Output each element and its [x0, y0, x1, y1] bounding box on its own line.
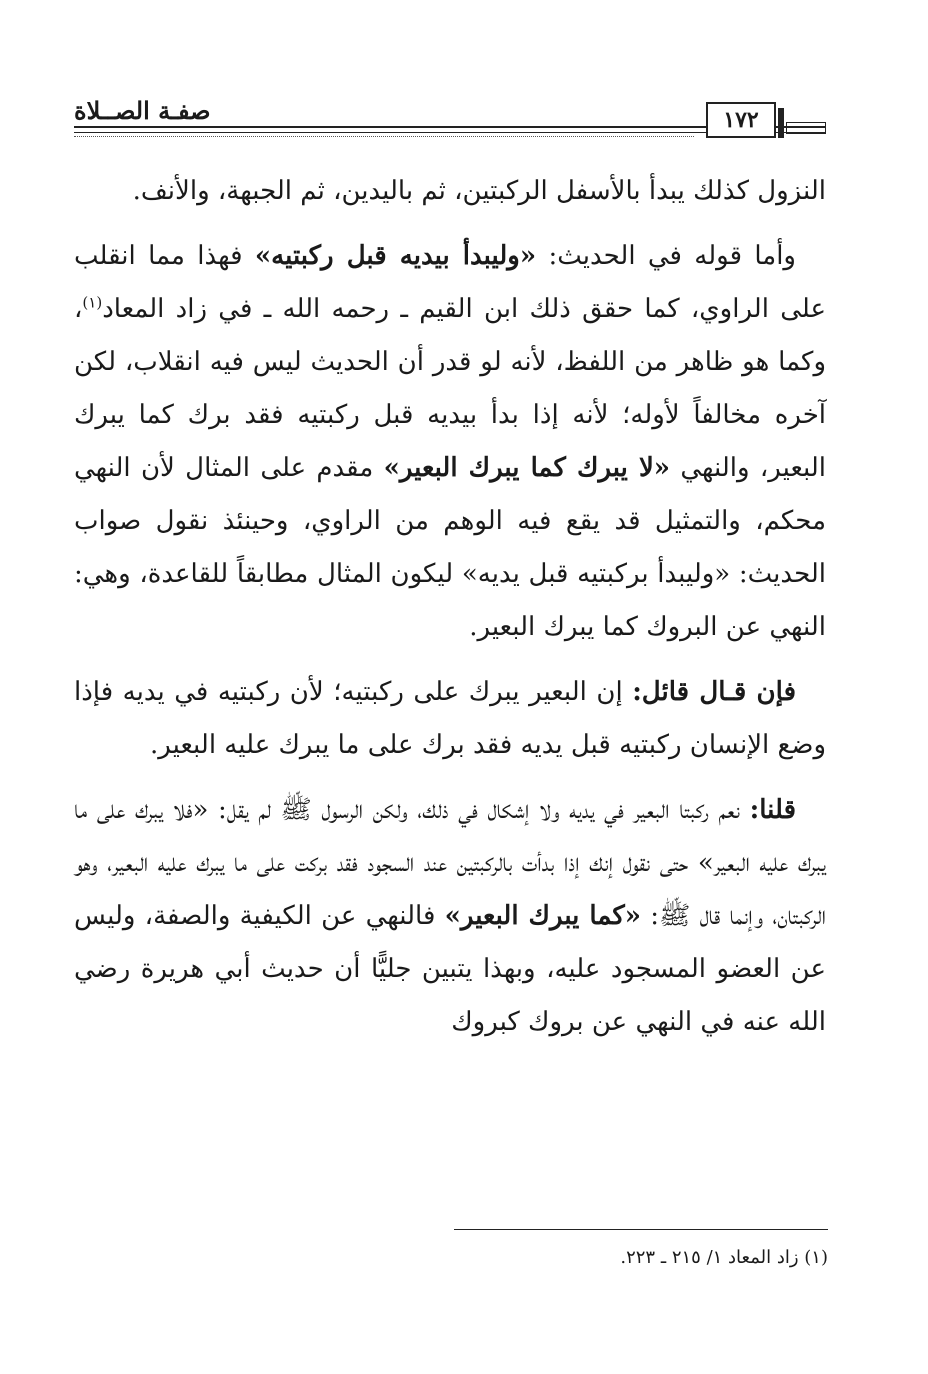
- header-ornament: [786, 122, 826, 134]
- p2-text-f: مقدم على المثال لأن النهي محكم، والتمثيل قد يقع فيه الوهم من الراوي، وحينئذ نقول صواب الحديث: «وليبدأ بركبتيه قبل يديه» ليكون المثال مطابقاً للقاعدة، وهي: النهي عن البروك كما يبرك البعير.: [74, 453, 826, 642]
- paragraph-1: [74, 165, 826, 218]
- p2-text-d: ، وكما هو ظاهر من اللفظ، لأنه لو قدر أن الحديث ليس فيه انقلاب، لكن آخره مخالفاً لأوله؛ لأنه إذا بدأ بيديه قبل ركبتيه فقد برك كما يبرك البعير، والنهي: [74, 294, 826, 483]
- reply-label: قلنا:: [749, 795, 796, 825]
- hadith-quote-2: «لا يبرك كما يبرك البعير»: [383, 453, 671, 483]
- hadith-quote-3: «كما يبرك البعير»: [444, 901, 641, 931]
- paragraph-1-text: النزول كذلك يبدأ بالأسفل الركبتين، ثم باليدين، ثم الجبهة، والأنف.: [132, 176, 826, 206]
- paragraph-3: [74, 666, 826, 772]
- p2-text-a: وأما قوله في الحديث:: [536, 241, 796, 271]
- page-header: [74, 96, 826, 146]
- page-number: ١٧٢: [706, 102, 776, 138]
- paragraph-2: [74, 230, 826, 654]
- main-text: [74, 165, 826, 1061]
- hadith-quote-1: «وليبدأ بيديه قبل ركبتيه»: [254, 241, 537, 271]
- header-rule-dotted: [74, 136, 694, 137]
- p2-text-c: فهذا مما انقلب على الراوي، كما حقق ذلك ابن القيم ـ رحمه الله ـ في زاد المعاد: [74, 241, 826, 324]
- p4-text-b: نعم ركبتا البعير في يديه ولا إشكال في ذلك، ولكن الرسول ﷺ لم يقل: «فلا يبرك على ما يبرك عليه البعير» حتى نقول إنك إذا بدأت بالركبتين عند السجود فقد بركت على ما يبرك عليه البعير، وهو الركبتان، وإنما قال ﷺ:: [74, 795, 826, 931]
- footnote-ref[interactable]: (١): [82, 293, 103, 312]
- p3-text: إن البعير يبرك على ركبتيه؛ لأن ركبتيه في يديه فإذا وضع الإنسان ركبتيه قبل يديه فقد برك على ما يبرك عليه البعير.: [74, 677, 826, 760]
- footnote: (١) زاد المعاد ١/ ٢١٥ ـ ٢٢٣.: [620, 1247, 828, 1268]
- running-title: صفـة الصــلاة: [74, 96, 211, 125]
- footnote-separator: [454, 1229, 828, 1230]
- p4-text-d: فالنهي عن الكيفية والصفة، وليس عن العضو المسجود عليه، وبهذا يتبين جليًّا أن حديث أبي هريرة رضي الله عنه في النهي عن بروك كبروك: [74, 901, 826, 1037]
- paragraph-4: [74, 784, 826, 1049]
- objection-label: فإن قـال قائل:: [632, 677, 796, 707]
